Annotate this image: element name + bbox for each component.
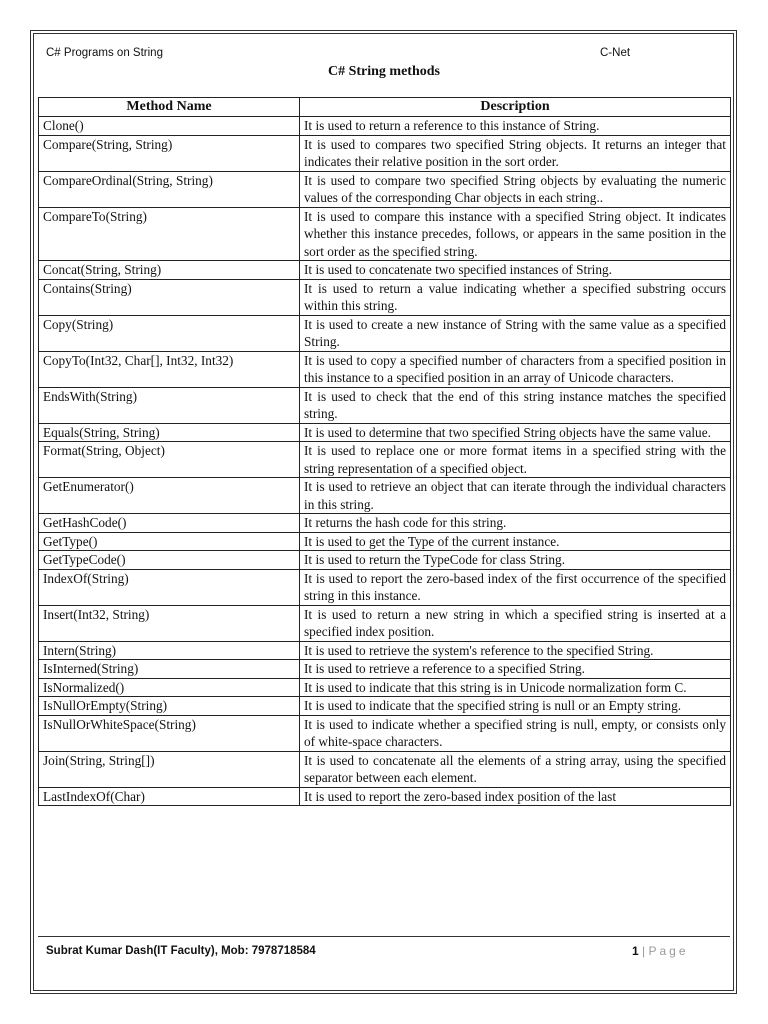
method-name-cell: Clone() [39,117,300,136]
table-row [39,135,731,171]
header-right-text: C-Net [600,47,631,59]
method-name-cell: Contains(String) [39,279,300,315]
table-row [39,423,731,442]
method-name-cell: GetHashCode() [39,514,300,533]
method-name-cell: Format(String, Object) [39,442,300,478]
table-row [39,569,731,605]
method-description-cell: It is used to retrieve a reference to a specified String. [300,660,731,679]
method-description-cell: It is used to determine that two specified String objects have the same value. [300,423,731,442]
column-header-description: Description [300,98,731,117]
method-description-cell: It is used to create a new instance of String with the same value as a specified String. [300,315,731,351]
method-description-cell: It is used to retrieve an object that can iterate through the individual characters in this string. [300,478,731,514]
method-name-cell: GetEnumerator() [39,478,300,514]
method-name-cell: Copy(String) [39,315,300,351]
page-label: Page [648,944,689,958]
table-row [39,117,731,136]
table-row [39,351,731,387]
method-name-cell: CopyTo(Int32, Char[], Int32, Int32) [39,351,300,387]
method-description-cell: It is used to copy a specified number of characters from a specified position in this instance to a specified position in an array of Unicode characters. [300,351,731,387]
method-name-cell: IsInterned(String) [39,660,300,679]
method-name-cell: Concat(String, String) [39,261,300,280]
method-description-cell: It is used to replace one or more format items in a specified string with the string representation of a specified object. [300,442,731,478]
table-row [39,171,731,207]
table-row [39,660,731,679]
table-row [39,697,731,716]
method-name-cell: IsNullOrWhiteSpace(String) [39,715,300,751]
page-indicator [632,944,689,958]
table-row [39,605,731,641]
method-description-cell: It is used to return a new string in which a specified string is inserted at a specified index position. [300,605,731,641]
method-description-cell: It is used to report the zero-based index position of the last [300,787,731,806]
method-description-cell: It is used to indicate that the specified string is null or an Empty string. [300,697,731,716]
method-name-cell: GetType() [39,532,300,551]
footer-divider [38,936,730,937]
page-separator: | [642,944,646,958]
table-row [39,532,731,551]
table-row [39,787,731,806]
table-row [39,207,731,261]
table-row [39,751,731,787]
method-description-cell: It is used to report the zero-based index of the first occurrence of the specified string in this instance. [300,569,731,605]
method-description-cell: It is used to compares two specified String objects. It returns an integer that indicates their relative position in the sort order. [300,135,731,171]
document-title: C# String methods [327,64,440,79]
method-description-cell: It is used to compare this instance with a specified String object. It indicates whether this instance precedes, follows, or appears in the same position in the sort order as the specified string. [300,207,731,261]
table-row [39,514,731,533]
method-name-cell: IndexOf(String) [39,569,300,605]
table-row [39,279,731,315]
table-row [39,678,731,697]
method-description-cell: It is used to return the TypeCode for class String. [300,551,731,570]
method-description-cell: It is used to concatenate two specified instances of String. [300,261,731,280]
method-description-cell: It is used to concatenate all the elements of a string array, using the specified separator between each element. [300,751,731,787]
table-row [39,715,731,751]
table-row [39,315,731,351]
method-description-cell: It is used to indicate whether a specified string is null, empty, or consists only of white-space characters. [300,715,731,751]
method-name-cell: Insert(Int32, String) [39,605,300,641]
method-description-cell: It returns the hash code for this string. [300,514,731,533]
table-row [39,478,731,514]
string-methods-table [38,97,731,806]
method-name-cell: IsNullOrEmpty(String) [39,697,300,716]
method-description-cell: It is used to retrieve the system's reference to the specified String. [300,641,731,660]
table-row [39,387,731,423]
footer-author: Subrat Kumar Dash(IT Faculty), Mob: 7978718584 [46,945,316,957]
table-row [39,641,731,660]
column-header-method: Method Name [39,98,300,117]
method-description-cell: It is used to get the Type of the current instance. [300,532,731,551]
table-header-row [39,98,731,117]
method-name-cell: GetTypeCode() [39,551,300,570]
method-name-cell: CompareTo(String) [39,207,300,261]
method-name-cell: EndsWith(String) [39,387,300,423]
method-description-cell: It is used to return a reference to this instance of String. [300,117,731,136]
method-name-cell: Equals(String, String) [39,423,300,442]
table-row [39,261,731,280]
method-name-cell: CompareOrdinal(String, String) [39,171,300,207]
method-name-cell: Intern(String) [39,641,300,660]
page-number: 1 [632,944,639,958]
method-description-cell: It is used to return a value indicating whether a specified substring occurs within this string. [300,279,731,315]
method-description-cell: It is used to compare two specified String objects by evaluating the numeric values of the corresponding Char objects in each string.. [300,171,731,207]
table-row [39,442,731,478]
method-name-cell: IsNormalized() [39,678,300,697]
method-description-cell: It is used to check that the end of this string instance matches the specified string. [300,387,731,423]
table-row [39,551,731,570]
method-name-cell: Join(String, String[]) [39,751,300,787]
method-name-cell: Compare(String, String) [39,135,300,171]
method-name-cell: LastIndexOf(Char) [39,787,300,806]
method-description-cell: It is used to indicate that this string is in Unicode normalization form C. [300,678,731,697]
header-left-text: C# Programs on String [46,47,163,59]
